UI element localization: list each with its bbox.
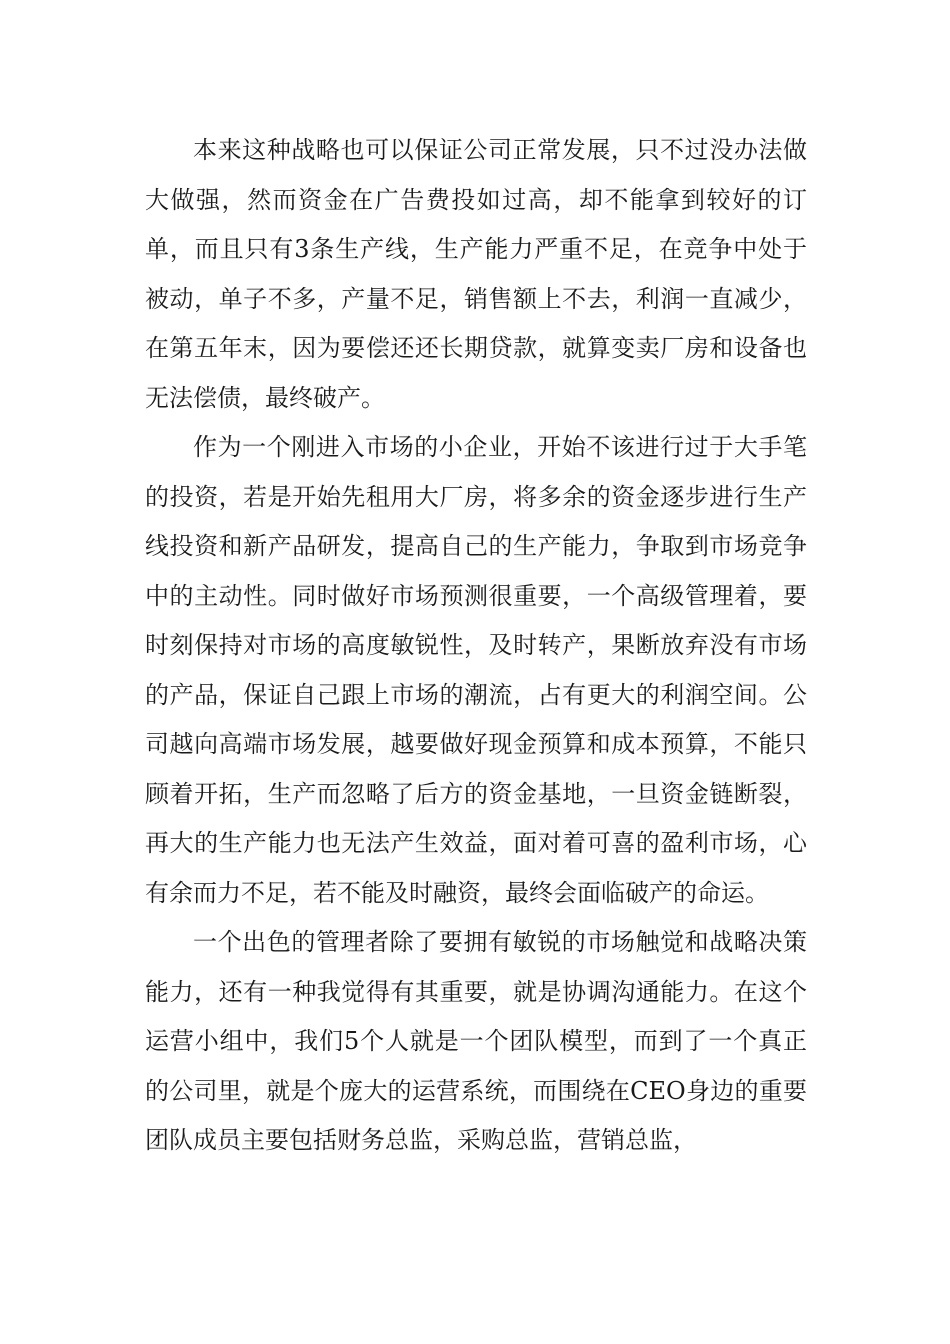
- paragraph-1: 本来这种战略也可以保证公司正常发展，只不过没办法做大做强，然而资金在广告费投如过高，却不能拿到较好的订单，而且只有3条生产线，生产能力严重不足，在竞争中处于被动，单子不多，产量不足，销售额上不去，利润一直减少，在第五年末，因为要偿还还长期贷款，就算变卖厂房和设备也无法偿债，最终破产。: [145, 136, 807, 412]
- paragraph-3: 一个出色的管理者除了要拥有敏锐的市场触觉和战略决策能力，还有一种我觉得有其重要，就是协调沟通能力。在这个运营小组中，我们5个人就是一个团队模型，而到了一个真正的公司里，就是个庞大的运营系统，而围绕在CEO身边的重要团队成员主要包括财务总监，采购总监，营销总监，: [145, 928, 807, 1154]
- document-body: [145, 126, 807, 1166]
- paragraph-2: 作为一个刚进入市场的小企业，开始不该进行过于大手笔的投资，若是开始先租用大厂房，将多余的资金逐步进行生产线投资和新产品研发，提高自己的生产能力，争取到市场竞争中的主动性。同时做好市场预测很重要，一个高级管理着，要时刻保持对市场的高度敏锐性，及时转产，果断放弃没有市场的产品，保证自己跟上市场的潮流，占有更大的利润空间。公司越向高端市场发展，越要做好现金预算和成本预算，不能只顾着开拓，生产而忽略了后方的资金基地，一旦资金链断裂，再大的生产能力也无法产生效益，面对着可喜的盈利市场，心有余而力不足，若不能及时融资，最终会面临破产的命运。: [145, 433, 807, 907]
